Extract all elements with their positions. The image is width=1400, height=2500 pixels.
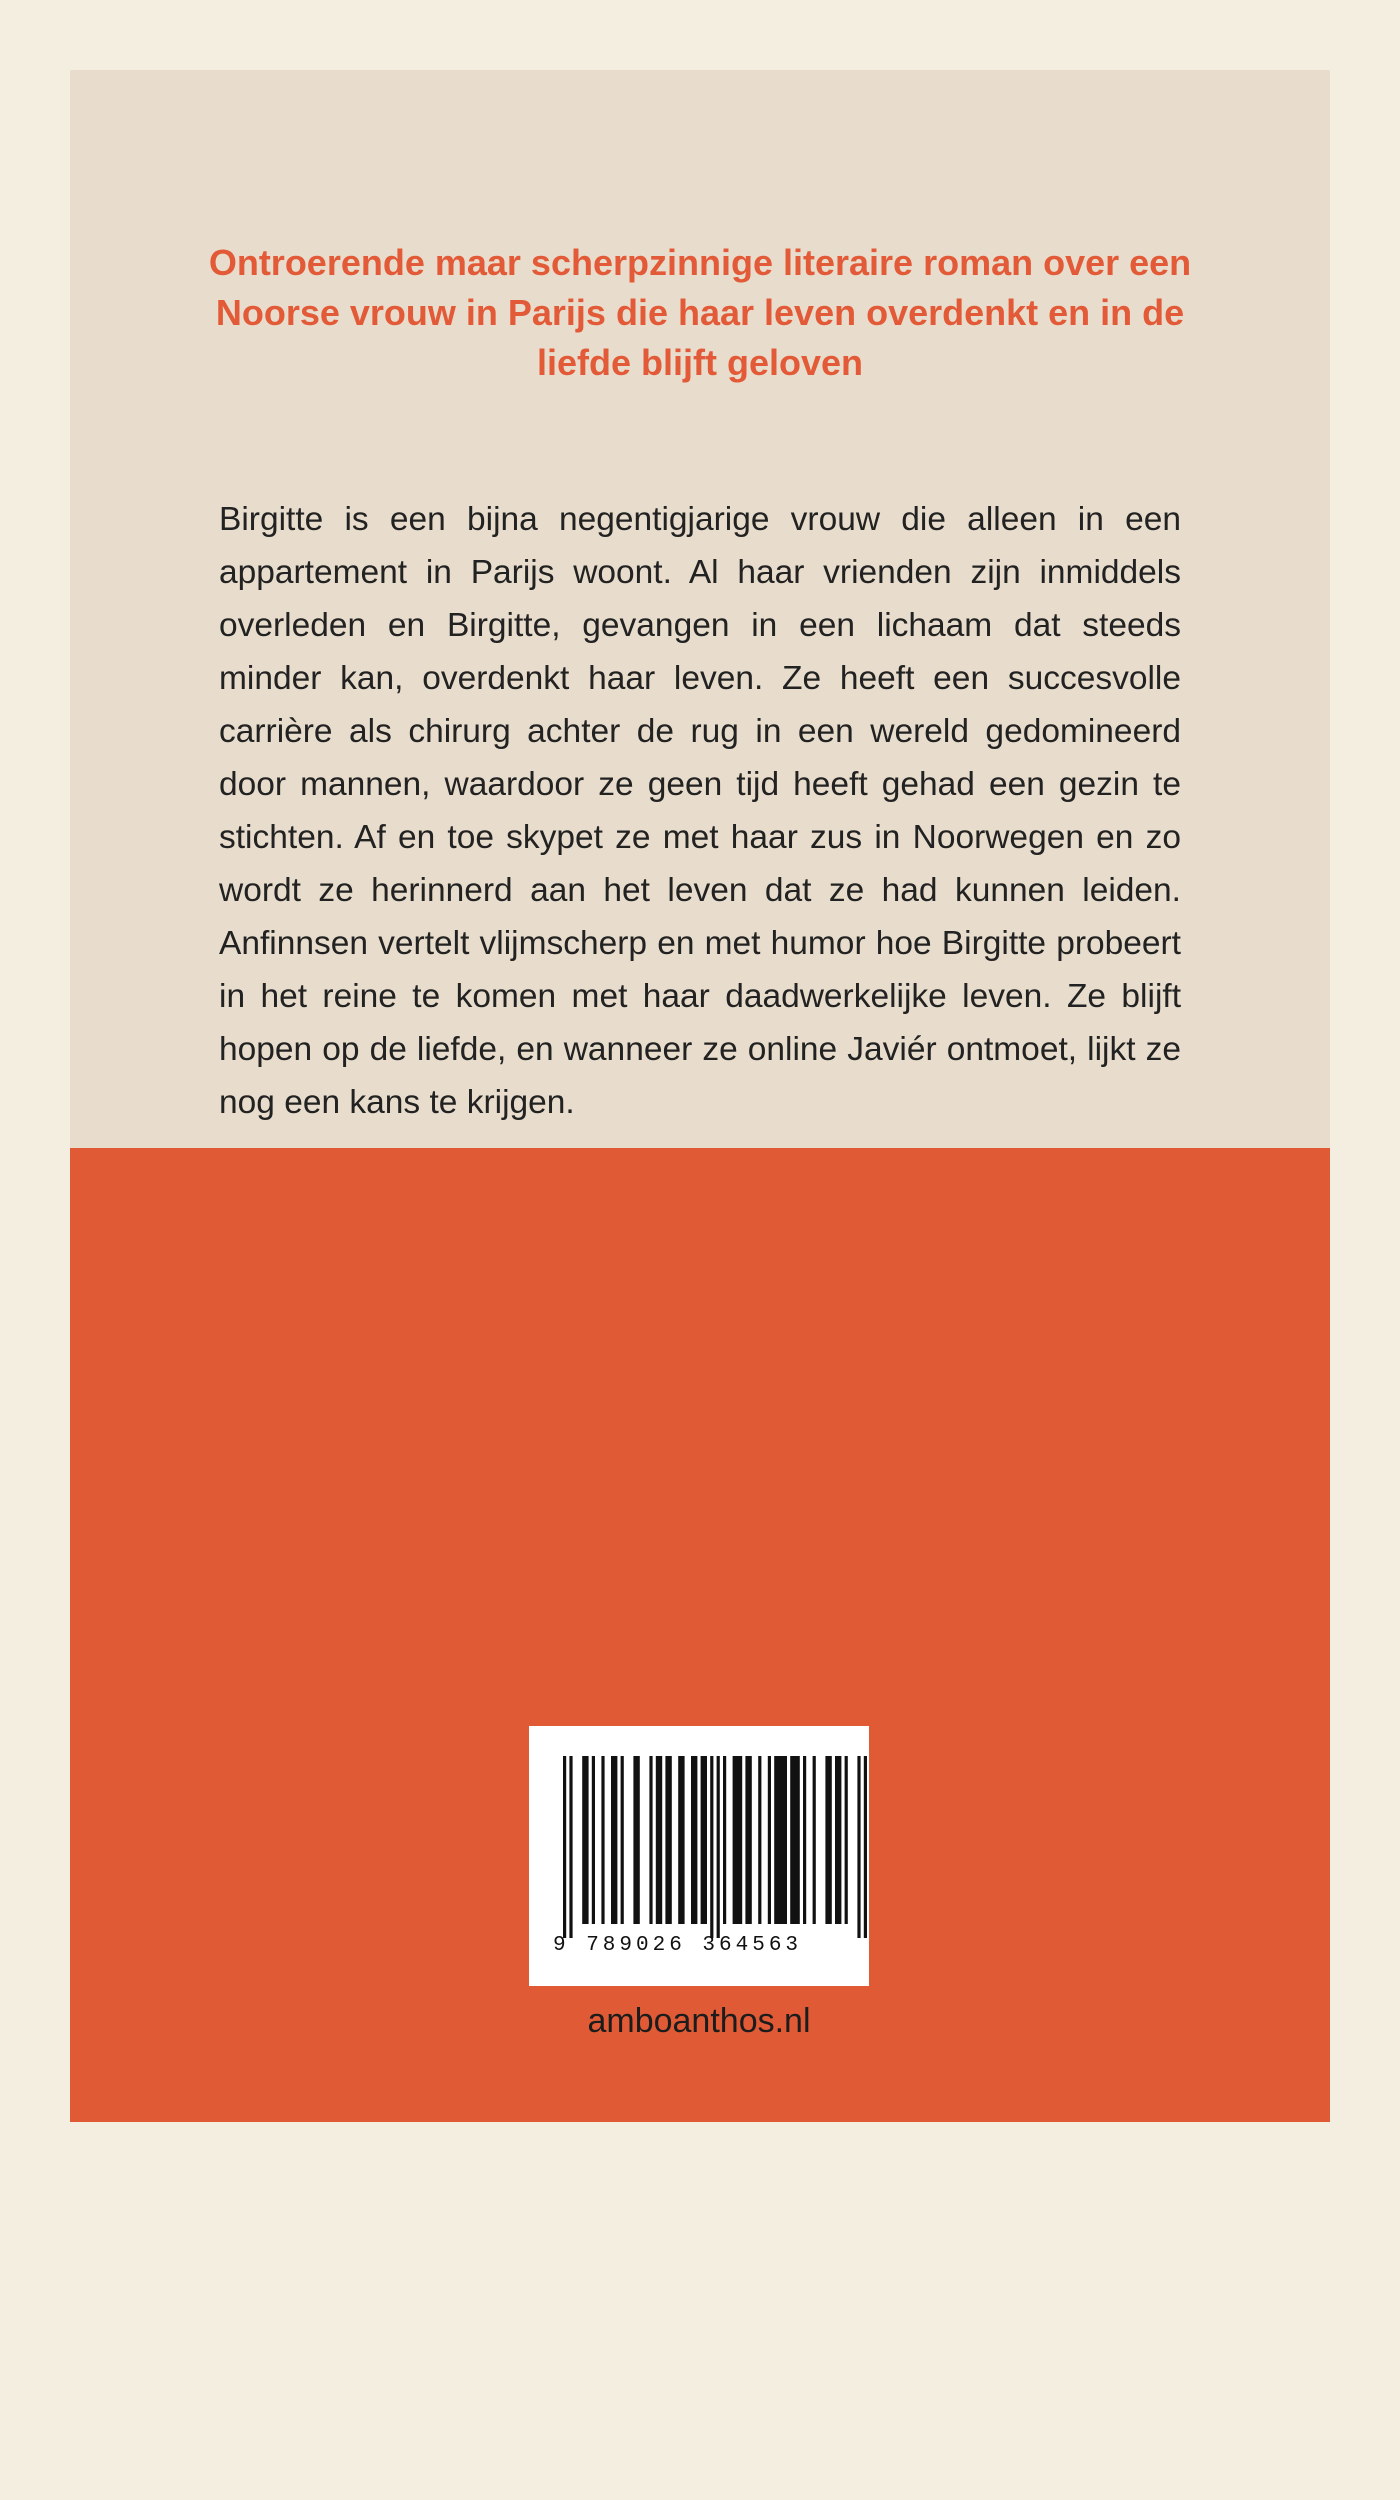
barcode-bar — [563, 1756, 566, 1938]
barcode-bar — [649, 1756, 652, 1924]
barcode-bar — [825, 1756, 831, 1924]
barcode-bar — [717, 1756, 720, 1938]
barcode-bar — [665, 1756, 671, 1924]
barcode-bar — [621, 1756, 624, 1924]
barcode-bar — [611, 1756, 617, 1924]
top-panel — [70, 70, 1330, 1148]
barcode-bar — [835, 1756, 841, 1924]
award-text: Winnaar van de Havmann-prijs 2020, eerder gewonnen door Herbjørg Wassmo, en genomineerd voor de Europese Unie Prijs voor Literatuur 2022 — [216, 2348, 1184, 2492]
barcode-bar — [857, 1756, 860, 1938]
blurb-text: Birgitte is een bijna negentigjarige vrouw die alleen in een appartement in Parijs woont. Al haar vrienden zijn inmiddels overleden en Birgitte, gevangen in een lichaam dat steeds minder kan, overdenkt haar leven. Ze heeft een succesvolle carrière als chirurg achter de rug in een wereld gedomineerd door mannen, waardoor ze geen tijd heeft gehad een gezin te stichten. Af en toe skypet ze met haar zus in Noorwegen en zo wordt ze herinnerd aan het leven dat ze had kunnen leiden. Anfinnsen vertelt vlijmscherp en met humor hoe Birgitte probeert in het reine te komen met haar daadwerkelijke leven. Ze blijft hopen op de liefde, en wanneer ze online Javiér ontmoet, lijkt ze nog een kans te krijgen. — [219, 501, 1181, 1121]
barcode-bar — [758, 1756, 761, 1924]
barcode-bar — [678, 1756, 684, 1924]
barcode-bar — [790, 1756, 800, 1924]
barcode-bar — [768, 1756, 771, 1924]
barcode-bar — [733, 1756, 743, 1924]
book-back-cover — [70, 70, 1330, 2492]
isbn-number: 9 789026 364563 — [553, 1934, 803, 1957]
publisher-website: amboanthos.nl — [587, 2002, 811, 2040]
barcode-bar — [633, 1756, 639, 1924]
barcode-bar — [582, 1756, 588, 1924]
barcode-bar — [745, 1756, 751, 1924]
barcode-bar — [569, 1756, 572, 1938]
barcode-bar — [774, 1756, 787, 1924]
barcode-bar — [813, 1756, 816, 1924]
barcode-bar — [601, 1756, 604, 1924]
barcode-bar — [710, 1756, 713, 1938]
barcode-bar — [864, 1756, 867, 1938]
tagline: Ontroerende maar scherpzinnige literaire roman over een Noorse vrouw in Parijs die haar leven overdenkt en in de liefde blijft geloven — [208, 242, 1192, 383]
barcode-bar — [691, 1756, 697, 1924]
barcode-bar — [845, 1756, 848, 1924]
barcode-bar — [656, 1756, 662, 1924]
barcode-bar — [701, 1756, 707, 1924]
barcode — [529, 1726, 869, 1986]
barcode-bar — [803, 1756, 806, 1924]
barcode-bar — [592, 1756, 595, 1924]
barcode-bar — [723, 1756, 726, 1924]
